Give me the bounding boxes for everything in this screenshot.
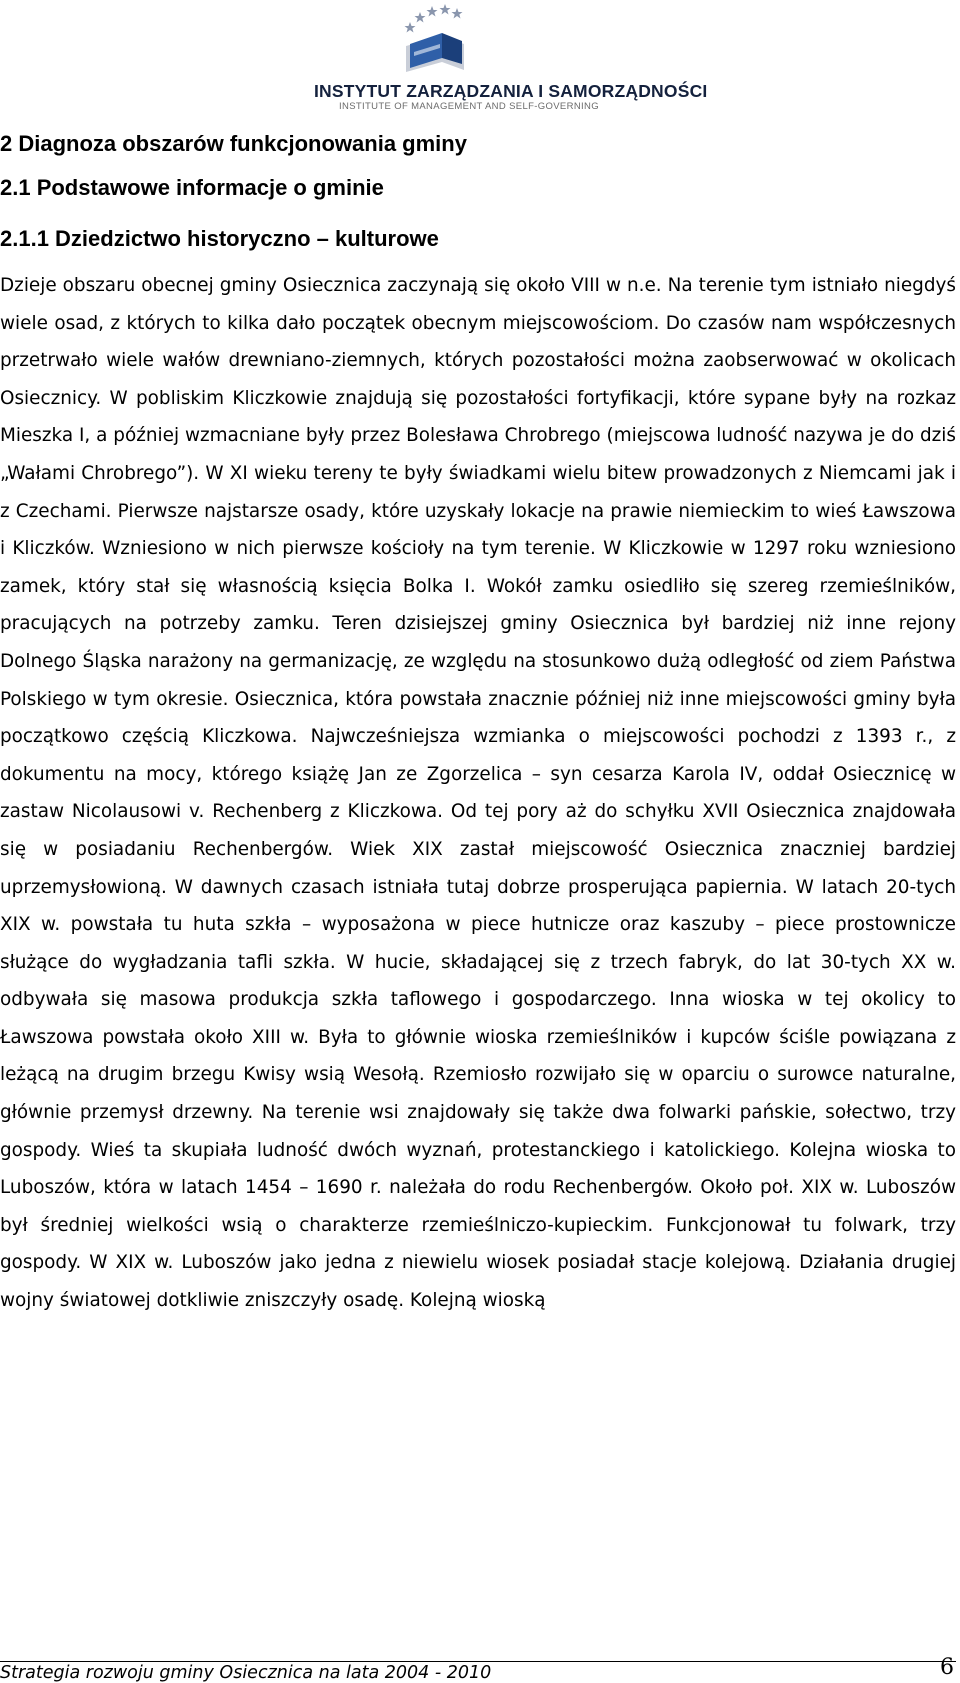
section-heading: 2.1 Podstawowe informacje o gminie xyxy=(0,175,384,200)
footer-title: Strategia rozwoju gminy Osiecznica na lata 2004 - 2010 xyxy=(0,1663,492,1683)
logo-subtitle: INSTITUTE OF MANAGEMENT AND SELF-GOVERNING xyxy=(339,101,599,112)
body-paragraph: Dzieje obszaru obecnej gminy Osiecznica zaczynają się około VIII w n.e. Na terenie tym istniało niegdyś wiele osad, z których to kilka dało początek obecnym miejscowościom. Do czasów nam współczesnych przetrwało wiele wałów drewniano-ziemnych, których pozostałości można zaobserwować w okolicach Osiecznicy. W pobliskim Kliczkowie znajdują się pozostałości fortyfikacji, które sypane były na rozkaz Mieszka I, a później wzmacniane były przez Bolesława Chrobrego (miejscowa ludność nazywa je do dziś „Wałami Chrobrego”). W XI wieku tereny te były świadkami wielu bitew prowadzonych z Niemcami jak i z Czechami. Pierwsze najstarsze osady, które uzyskały lokacje na prawie niemieckim to wieś Ławszowa i Kliczków. Wzniesiono w nich pierwsze kościoły na tym terenie. W Kliczkowie w 1297 roku wzniesiono zamek, który stał się własnością księcia Bolka I. Wokół zamku osiedliło się szereg rzemieślników, pracujących na potrzeby zamku. Teren dzisiejszej gminy Osiecznica był bardziej niż inne rejony Dolnego Śląska narażony na germanizację, ze względu na stosunkowo dużą odległość od ziem Państwa Polskiego w tym okresie. Osiecznica, która powstała znacznie później niż inne miejscowości gminy była początkowo częścią Kliczkowa. Najwcześniejsza wzmianka o miejscowości pochodzi z 1393 r., z dokumentu na mocy, którego książę Jan ze Zgorzelica – syn cesarza Karola IV, oddał Osiecznicę w zastaw Nicolausowi v. Rechenberg z Kliczkowa. Od tej pory aż do schyłku XVII Osiecznica znajdowała się w posiadaniu Rechenbergów. Wiek XIX zastał miejscowość Osiecznica znaczniej bardziej uprzemysłowioną. W dawnych czasach istniała tutaj dobrze prosperująca papiernia. W latach 20-tych XIX w. powstała tu huta szkła – wyposażona w piece hutnicze oraz kaszuby – piece prostownicze służące do wygładzania tafli szkła. W hucie, składającej się z trzech fabryk, do lat 30-tych XX w. odbywała się masowa produkcja szkła taflowego i gospodarczego. Inna wioska w tej okolicy to Ławszowa powstała około XIII w. Była to głównie wioska rzemieślników i kupców ściśle powiązana z leżącą na drugim brzegu Kwisy wsią Wesołą. Rzemiosło rozwijało się w oparciu o surowce naturalne, głównie przemysł drzewny. Na terenie wsi znajdowały się także dwa folwarki pańskie, sołectwo, trzy gospody. Wieś ta skupiała ludność dwóch wyznań, protestanckiego i katolickiego. Kolejna wioska to Luboszów, która w latach 1454 – 1690 r. należała do rodu Rechenbergów. Około poł. XIX w. Luboszów był średniej wielkości wsią o charakterze rzemieślniczo-kupieckim. Funkcjonował tu folwark, trzy gospody. W XIX w. Luboszów jako jedna z niewielu wiosek posiadał stacje kolejową. Działania drugiej wojny światowej dotkliwie zniszczyły osadę. Kolejną wioską xyxy=(0,275,956,1312)
body-text xyxy=(0,267,956,1320)
page-number: 6 xyxy=(940,1655,954,1680)
eu-stars-book-logo-icon xyxy=(314,0,674,80)
logo-name: INSTYTUT ZARZĄDZANIA I SAMORZĄDNOŚCI xyxy=(314,81,708,101)
footer-divider xyxy=(0,1661,956,1662)
chapter-heading: 2 Diagnoza obszarów funkcjonowania gminy xyxy=(0,131,467,156)
institute-logo xyxy=(314,0,708,116)
subsection-heading: 2.1.1 Dziedzictwo historyczno – kulturowe xyxy=(0,226,439,251)
